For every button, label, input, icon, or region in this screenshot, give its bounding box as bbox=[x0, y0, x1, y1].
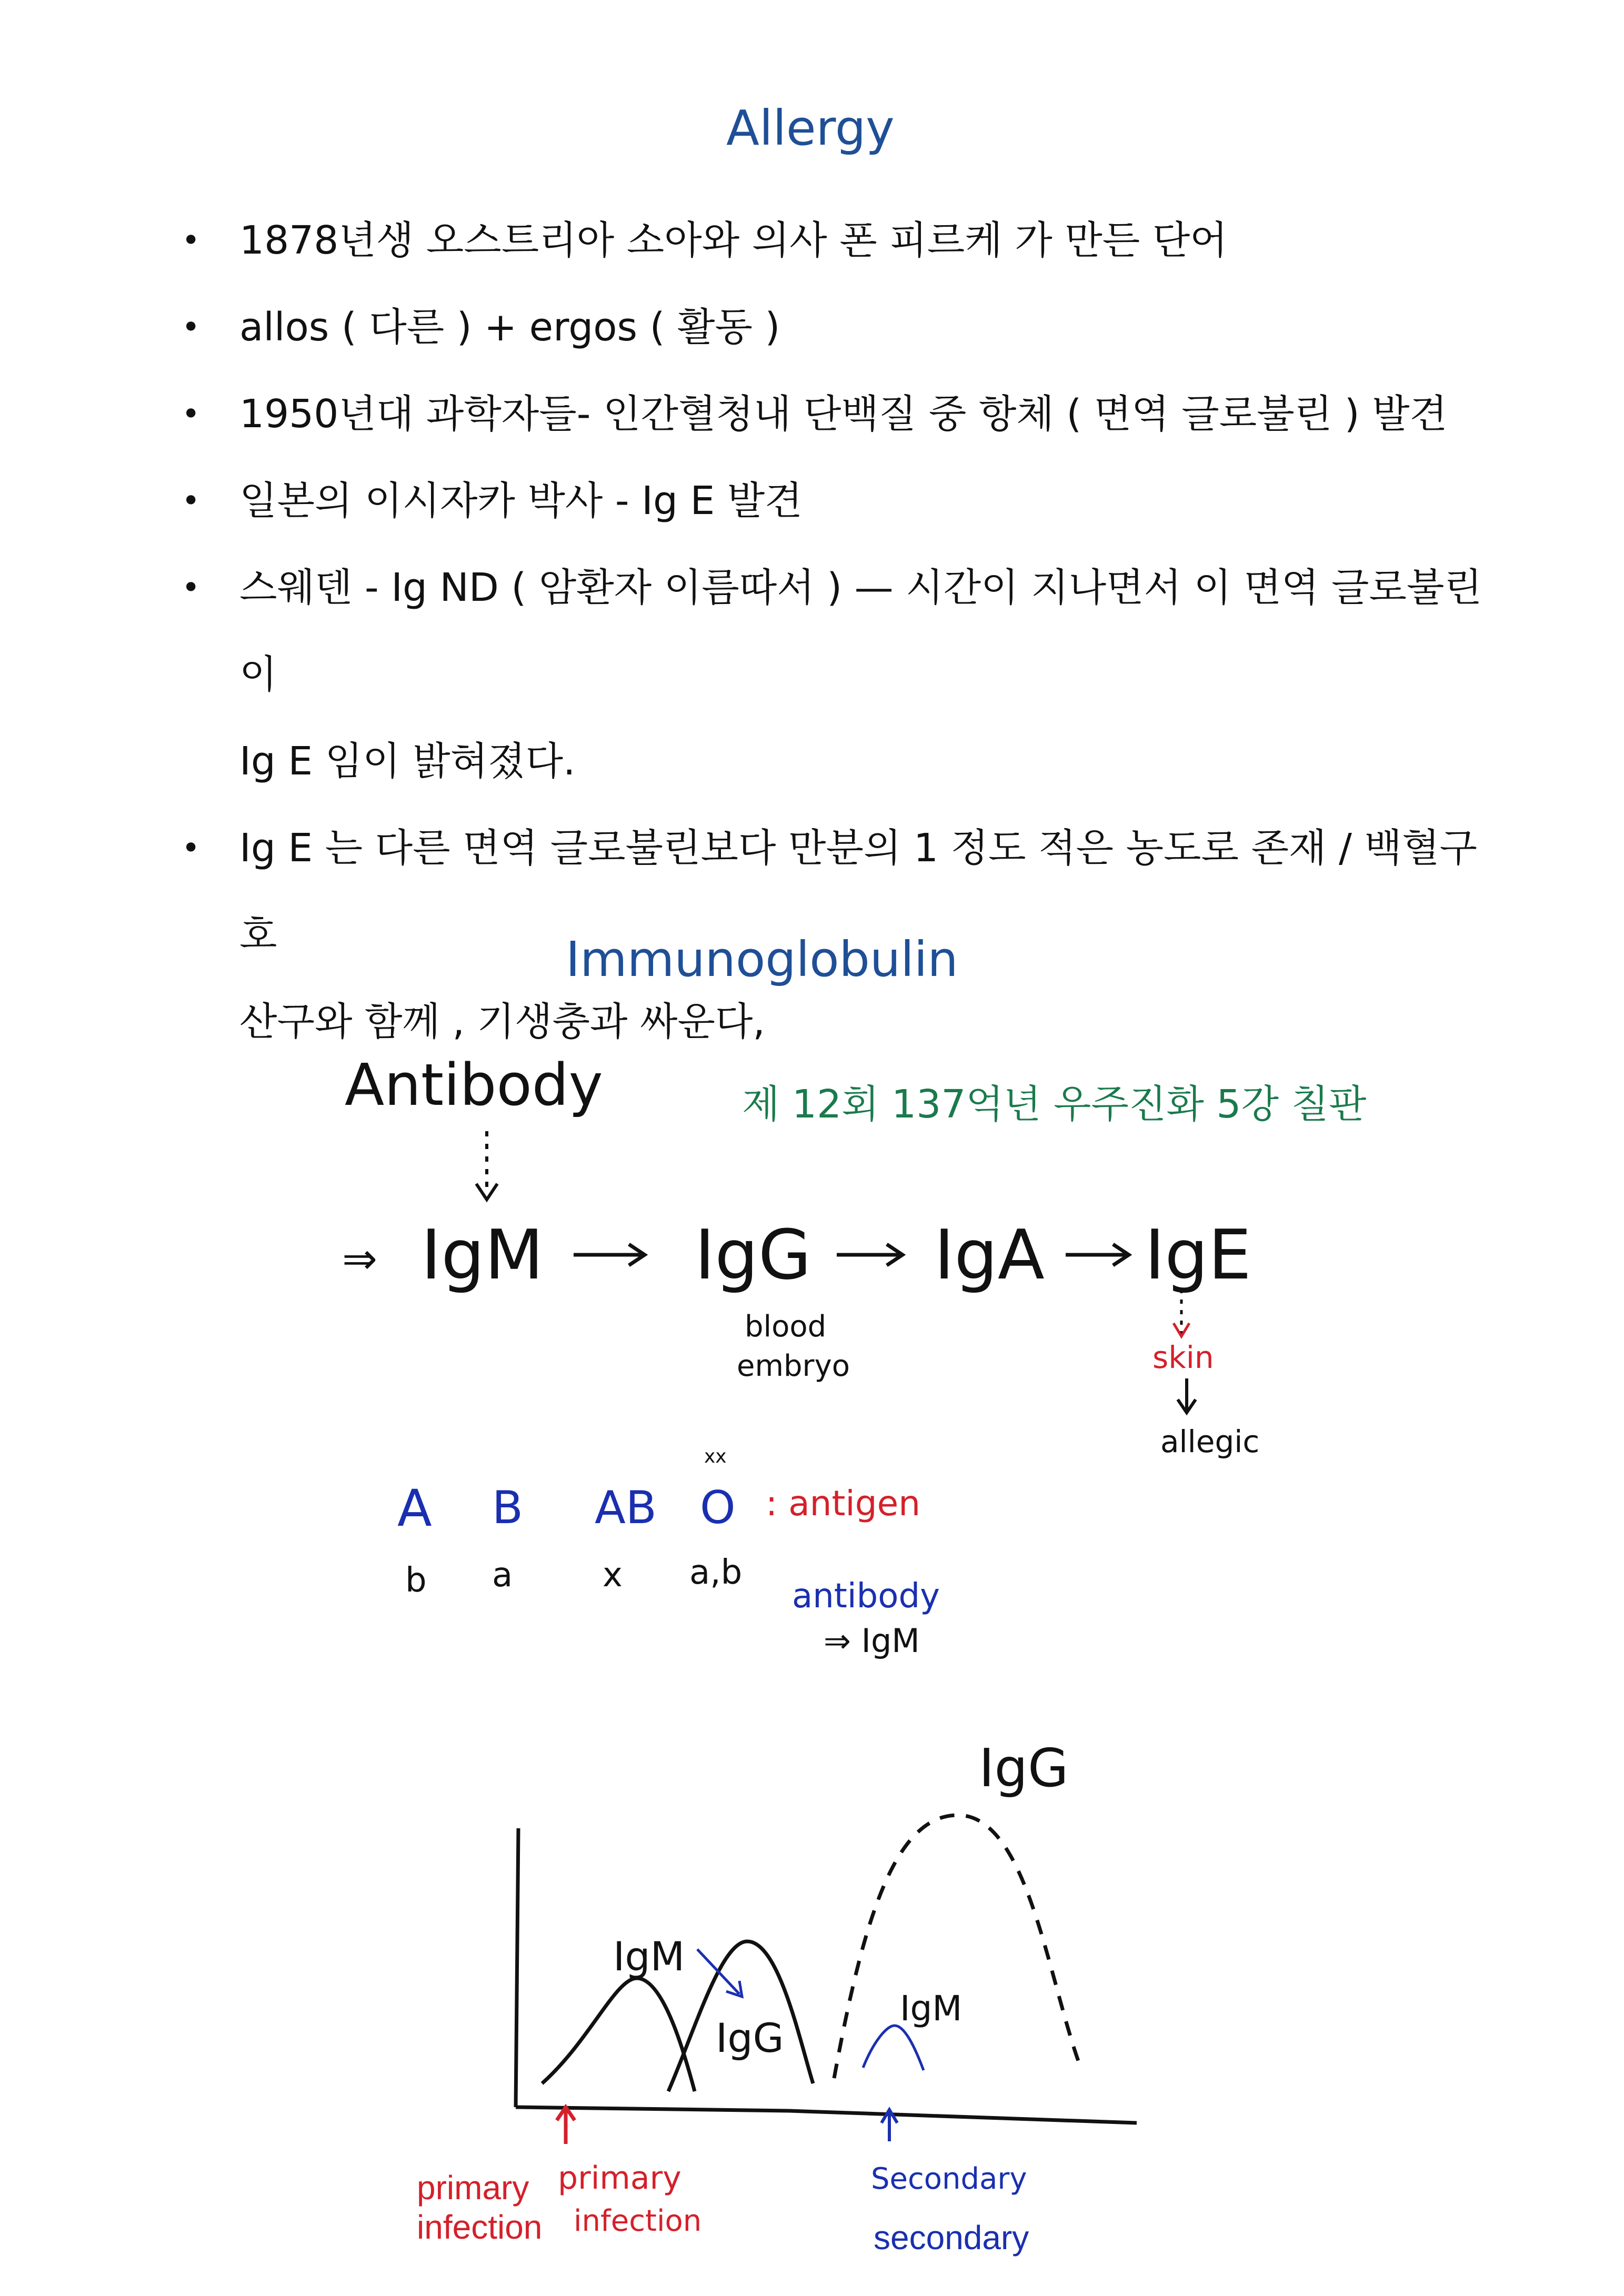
chain-igm: IgM bbox=[421, 1215, 544, 1295]
bullet-text: allos ( 다른 ) + ergos ( 활동 ) bbox=[239, 305, 780, 350]
arrow-up-icon bbox=[881, 2110, 897, 2123]
bullet-text: 일본의 이시자카 박사 - Ig E 발견 bbox=[239, 478, 803, 523]
blue-arrow-line bbox=[697, 1949, 739, 1994]
bullet-dot: • bbox=[182, 396, 201, 432]
antigen-label: : antigen bbox=[766, 1483, 921, 1524]
blood-type-o: O bbox=[700, 1482, 736, 1534]
antibody-of-b: a bbox=[492, 1556, 513, 1595]
hand-label-primary: primary bbox=[558, 2160, 681, 2197]
arrow-icon bbox=[726, 1981, 742, 1997]
bullet-dot: • bbox=[182, 830, 201, 867]
graph-label-igm-first: IgM bbox=[613, 1933, 685, 1980]
igg-note-embryo: embryo bbox=[737, 1349, 850, 1383]
graph-y-axis bbox=[516, 1828, 518, 2107]
antibody-label: Antibody bbox=[345, 1051, 603, 1119]
antibody-igm-label: ⇒ IgM bbox=[824, 1622, 920, 1660]
igm-primary-curve bbox=[542, 1978, 695, 2091]
typed-label-secondary: secondary bbox=[874, 2219, 1029, 2257]
graph-label-igg-first: IgG bbox=[716, 2015, 784, 2061]
arrow-right-icon bbox=[887, 1244, 903, 1265]
bullet-item bbox=[174, 458, 1500, 545]
immunoglobulin-title: Immunoglobulin bbox=[566, 931, 958, 988]
ige-note-allergic: allegic bbox=[1160, 1424, 1260, 1459]
allergy-title: Allergy bbox=[726, 100, 895, 156]
graph-label-igm-second: IgM bbox=[900, 1988, 963, 2029]
blood-type-b: B bbox=[492, 1482, 523, 1534]
antibody-of-o: a,b bbox=[689, 1553, 743, 1592]
bullet-dot: • bbox=[182, 569, 201, 606]
typed-label-infection: infection bbox=[417, 2208, 543, 2246]
graph-x-axis bbox=[516, 2107, 1137, 2123]
bullet-text: Ig E 는 다른 면역 글로불린보다 만분의 1 정도 적은 농도로 존재 / 백혈구 호 bbox=[239, 825, 1477, 958]
chain-ige: IgE bbox=[1145, 1215, 1251, 1295]
typed-label-primary: primary bbox=[417, 2169, 529, 2207]
bullet-item bbox=[174, 284, 1500, 371]
lecture-note: 제 12회 137억년 우주진화 5강 칠판 bbox=[742, 1082, 1367, 1127]
igg-note-blood: blood bbox=[745, 1310, 827, 1344]
graph-label-igg-top: IgG bbox=[979, 1737, 1069, 1799]
bullet-item bbox=[174, 545, 1500, 805]
bullet-text: 1950년대 과학자들- 인간혈청내 단백질 중 항체 ( 면역 글로불린 ) 발견 bbox=[239, 391, 1448, 437]
bullet-dot: • bbox=[182, 309, 201, 346]
bullet-text: 스웨덴 - Ig ND ( 암환자 이름따서 ) — 시간이 지나면서 이 면역 글로불린이 bbox=[239, 565, 1482, 697]
igg-secondary-curve bbox=[834, 1815, 1079, 2078]
bullet-text: 1878년생 오스트리아 소아와 의사 폰 피르케 가 만든 단어 bbox=[239, 218, 1228, 263]
antibody-of-a: b bbox=[405, 1561, 427, 1600]
bullet-item bbox=[174, 371, 1500, 458]
bullet-text-continued: Ig E 임이 밝혀졌다. bbox=[239, 739, 576, 784]
igm-secondary-curve bbox=[863, 2026, 924, 2070]
antibody-label-blue: antibody bbox=[792, 1577, 940, 1616]
blood-type-ab: AB bbox=[595, 1482, 657, 1534]
blood-type-o-marks: xx bbox=[704, 1446, 727, 1467]
antibody-of-ab: x bbox=[603, 1556, 623, 1595]
arrow-right-icon bbox=[629, 1244, 645, 1265]
igg-primary-curve bbox=[668, 1941, 813, 2091]
ige-note-skin: skin bbox=[1152, 1340, 1214, 1375]
bullet-item bbox=[174, 197, 1500, 284]
chain-igg: IgG bbox=[695, 1215, 811, 1295]
bullet-dot: • bbox=[182, 482, 201, 519]
chain-iga: IgA bbox=[934, 1215, 1045, 1295]
blood-type-a: A bbox=[397, 1479, 432, 1538]
hand-label-infection: infection bbox=[574, 2204, 702, 2238]
arrow-down-icon bbox=[476, 1184, 497, 1200]
arrow-down-icon bbox=[1178, 1399, 1196, 1413]
bullet-dot: • bbox=[182, 222, 201, 259]
hand-label-secondary: Secondary bbox=[871, 2162, 1027, 2196]
arrow-right-icon bbox=[1113, 1244, 1129, 1265]
arrow-up-icon bbox=[557, 2107, 575, 2120]
chain-start-arrow: ⇒ bbox=[342, 1234, 378, 1283]
arrow-down-icon bbox=[1174, 1323, 1189, 1336]
bullet-text-continued: 산구와 함께 , 기생충과 싸운다, bbox=[239, 999, 765, 1044]
